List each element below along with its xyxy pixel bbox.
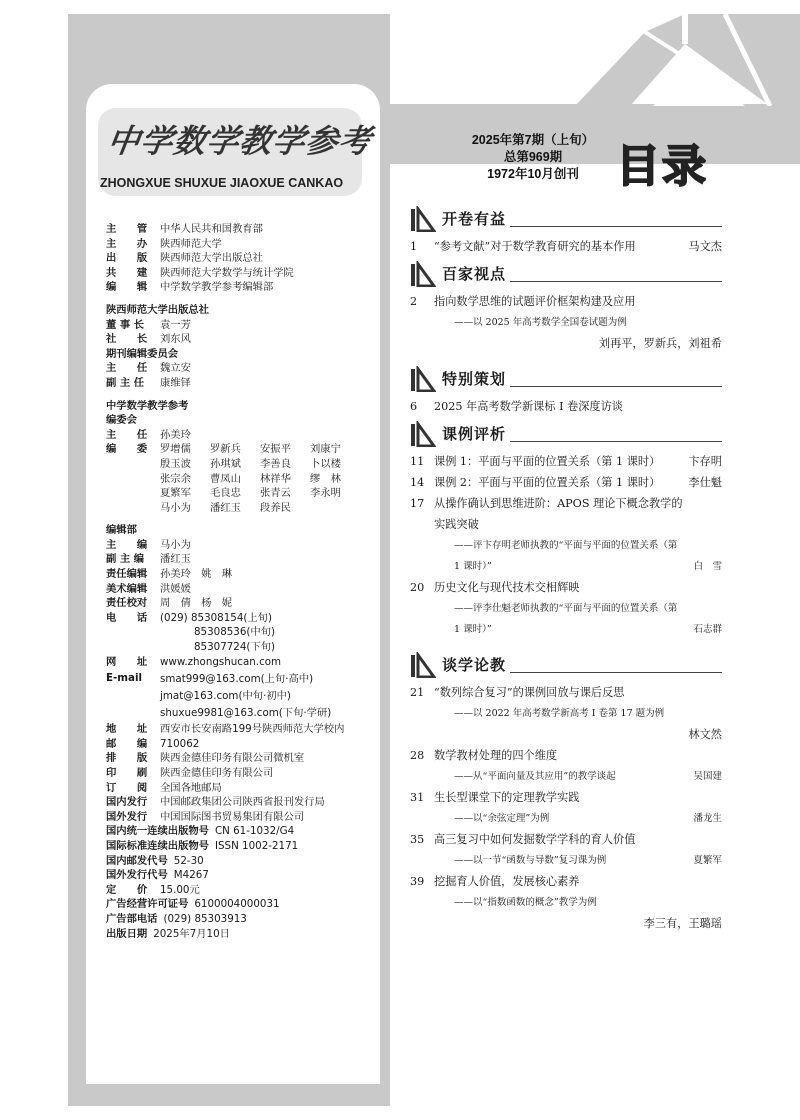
board-member: 林祥华 [260,472,291,485]
board-subheading: 编委会 [106,414,137,427]
toc-entry[interactable] [410,472,722,493]
detail-value: CN 61-1032/G4 [214,825,295,838]
detail-label: 国内邮发代号 [106,854,168,867]
web-address[interactable]: www.zhongshucan.com [160,655,282,668]
detail-value: ISSN 1002-2171 [214,839,299,852]
article-title: 历史文化与现代技术交相辉映 [434,581,580,594]
phone-number: 85307724(下旬) [194,641,276,654]
detail-value: 陕西金德佳印务有限公司微机室 [160,752,305,765]
board-member: 刘康宁 [310,443,341,456]
detail-label: 广告经营许可证号 [106,898,189,911]
page-number: 35 [410,833,425,846]
article-author: 马文杰 [688,240,722,253]
toc-entry[interactable] [410,236,722,257]
article-author: 夏繁军 [693,855,722,866]
page-number: 21 [410,686,425,699]
article-author: 吴国建 [693,771,722,782]
sponsor-label: 主 办 [106,237,148,250]
section-title: 课例评析 [442,424,507,443]
section-rule [510,226,722,227]
masthead-panel [86,84,380,1084]
email-list [160,671,331,722]
board-members-grid [160,442,360,515]
staff-label: 主 任 [106,428,148,441]
page-number: 28 [410,749,425,762]
board-member: 潘红玉 [210,501,241,514]
detail-label: 国内发行 [106,796,148,809]
detail-label: 国际标准连续出版物号 [106,839,209,852]
board-member: 马小为 [160,501,191,514]
toc-entry[interactable] [410,291,722,312]
detail-label: 国外发行代号 [106,869,168,882]
article-title: 挖掘育人价值，发展核心素养 [434,875,580,888]
phone-list [160,611,275,655]
article-subtitle: ——以 2025 年高考数学全国卷试题为例 [454,317,627,328]
web-label: 网 址 [106,655,148,668]
toc-entry[interactable] [410,682,722,703]
staff-label: 责任校对 [106,597,148,610]
article-subtitle: ——以 2022 年高考数学新高考 Ⅰ 卷第 17 题为例 [454,708,665,719]
sponsor-value: 陕西师范大学出版总社 [160,252,263,265]
board-members-label: 编 委 [106,443,148,456]
page-number: 6 [410,400,418,413]
page-number: 14 [410,476,425,489]
staff-value: 魏立安 [160,362,191,375]
article-subtitle-continued: 1 课时）” 石志群 [410,619,722,640]
issue-number: 2025年第7期（上旬） [471,133,595,147]
section-header [410,648,722,682]
board-member: 安振平 [260,443,291,456]
article-author: 卞存明 [688,455,722,468]
detail-value: 2025年7月10日 [153,927,230,940]
section-rule [510,281,722,282]
board-member: 夏繁军 [160,487,191,500]
article-subtitle: ——以“指数函数的概念”教学为例 [454,897,597,908]
staff-label: 主 任 [106,362,148,375]
board-member: 卜以楼 [310,457,341,470]
toc-entry[interactable] [410,787,722,808]
toc-entry[interactable] [410,577,722,598]
article-author: 白 雪 [693,561,722,572]
detail-value: 52-30 [173,854,204,867]
email-address[interactable]: jmat@163.com(中旬·初中) [160,690,291,703]
phone-number: 85308536(中旬) [194,626,276,639]
section-header [410,417,722,451]
staff-label: 副 主 任 [106,376,145,389]
article-title-continued: 实践突破 [434,518,479,531]
staff-value: 孙美玲 姚 琳 [160,568,233,581]
sponsor-label: 主 管 [106,223,148,235]
section-header [410,362,722,396]
phone-label: 电 话 [106,611,148,624]
email-label: E-mail [106,672,143,685]
page-number: 1 [410,240,418,253]
section-header [410,202,722,236]
staff-value: 马小为 [160,538,191,551]
article-subtitle-continued: 1 课时）” 白 雪 [410,556,722,577]
editorial-heading: 编辑部 [106,524,137,537]
page-number: 11 [410,455,425,468]
issue-info [458,132,608,183]
detail-value: 全国各地邮局 [160,781,222,794]
board-member: 李永明 [310,487,341,500]
page-number: 31 [410,791,425,804]
article-title: 从操作确认到思维进阶：APOS 理论下概念教学的 [434,497,683,510]
board-member [310,501,360,516]
article-subtitle: ——评卞存明老师执教的“平面与平面的位置关系（第 [454,540,678,551]
page-number: 17 [410,497,425,510]
staff-label: 主 编 [106,538,148,551]
article-title: 高三复习中如何发掘数学学科的育人价值 [434,833,636,846]
article-title: “参考文献”对于数学教育研究的基本作用 [434,240,636,253]
detail-value: (029) 85303913 [163,912,247,925]
email-address[interactable]: shuxue9981@163.com(下旬·学研) [160,707,332,720]
detail-label: 出版日期 [106,927,148,940]
masthead-info [106,222,376,941]
detail-label: 国外发行 [106,810,148,823]
detail-label: 印 刷 [106,767,148,779]
board-member: 张宗余 [160,472,191,485]
detail-label: 国内统一连续出版物号 [106,825,209,838]
section-title: 开卷有益 [442,209,507,228]
section-title: 百家视点 [442,264,507,283]
toc-entry[interactable] [410,745,722,766]
toc-entry[interactable] [410,871,722,892]
board-member: 罗增儒 [160,443,191,456]
detail-value: M4267 [173,869,209,882]
page-number: 2 [410,295,418,308]
article-author: 刘再平，罗新兵，刘祖希 [598,337,722,350]
table-of-contents [410,202,722,934]
detail-label: 排 版 [106,752,148,765]
building-graphic [575,14,800,106]
article-author: 林文然 [688,728,722,741]
toc-entry-continued [410,514,722,535]
staff-value: 袁一芳 [160,318,191,331]
sponsor-value: 中学数学教学参考编辑部 [160,281,274,294]
staff-label: 美术编辑 [106,582,148,595]
detail-label: 定 价 [106,883,148,896]
detail-value: 西安市长安南路199号陕西师范大学校内 [160,723,345,736]
toc-entry[interactable] [410,451,722,472]
staff-value: 康维铎 [160,376,191,389]
phone-number: (029) 85308154(上旬) [160,611,272,624]
article-title: 课例 1：平面与平面的位置关系（第 1 课时） [434,455,661,468]
section-title: 谈学论教 [442,655,507,674]
board-member: 毛良忠 [210,487,241,500]
press-group-heading: 陕西师范大学出版总社 [106,303,209,316]
staff-value: 孙美玲 [160,428,191,441]
staff-label: 责任编辑 [106,568,148,581]
staff-value: 周 倩 杨 妮 [160,597,233,610]
staff-label: 副 主 编 [106,553,145,566]
section-header [410,257,722,291]
toc-entry[interactable] [410,493,722,514]
sponsor-value: 中华人民共和国教育部 [160,223,263,235]
detail-value: 710062 [160,737,200,750]
detail-label: 邮 编 [106,737,148,750]
detail-value: 15.00元 [160,883,200,896]
staff-value: 刘东风 [160,333,191,346]
article-title: 数学教材处理的四个维度 [434,749,558,762]
board-member: 李善良 [260,457,291,470]
sponsor-label: 共 建 [106,266,148,279]
page-number: 20 [410,581,425,594]
board-member: 孙琪斌 [210,457,241,470]
article-title: 2025 年高考数学新课标 Ⅰ 卷深度访谈 [434,400,623,413]
article-subtitle: ——以“余弦定理”为例 潘龙生 [410,808,722,829]
sponsor-label: 出 版 [106,252,148,265]
section-mark-icon [410,366,436,392]
section-mark-icon [410,421,436,447]
logo-calligraphy: 中学数学教学参考 [105,122,375,160]
staff-label: 社 长 [106,333,148,346]
board-member: 罗新兵 [210,443,241,456]
toc-title: 目录 [616,141,708,192]
email-address[interactable]: smat999@163.com(上旬·高中) [160,673,314,686]
page-number: 39 [410,875,425,888]
article-subtitle: ——以一节“函数与导数”复习课为例 夏繁军 [410,850,722,871]
detail-value: 中国邮政集团公司陕西省报刊发行局 [160,796,325,809]
detail-label: 订 阅 [106,781,148,794]
section-mark-icon [410,652,436,678]
detail-value: 陕西金德佳印务有限公司 [160,767,274,779]
detail-label: 广告部电话 [106,912,158,925]
section-mark-icon [410,261,436,287]
article-author: 石志群 [693,624,722,635]
detail-label: 地 址 [106,723,148,736]
sponsor-value: 陕西师范大学数学与统计学院 [160,266,294,279]
sponsor-label: 编 辑 [106,281,148,294]
section-mark-icon [410,206,436,232]
article-title: 生长型课堂下的定理教学实践 [434,791,580,804]
issue-total: 总第969期 [503,150,563,164]
section-rule [510,672,722,673]
issue-founded: 1972年10月创刊 [487,167,579,181]
board-member: 曹凤山 [210,472,241,485]
detail-value: 中国国际图书贸易集团有限公司 [160,810,305,823]
article-subtitle: ——从“平面向量及其应用”的教学谈起 吴国建 [410,766,722,787]
board-member: 缪 林 [310,472,341,485]
logo-pinyin: ZHONGXUE SHUXUE JIAOXUE CANKAO [100,176,344,190]
article-author: 李仕魁 [688,476,722,489]
board-heading: 中学数学教学参考 [106,399,189,412]
staff-value: 洪媛媛 [160,582,191,595]
article-author: 李三有，王璐瑶 [643,917,722,930]
staff-label: 董 事 长 [106,318,145,331]
section-rule [510,386,722,387]
toc-entry[interactable] [410,396,722,417]
sponsor-value: 陕西师范大学 [160,237,222,250]
staff-value: 潘红玉 [160,553,191,566]
committee-heading: 期刊编辑委员会 [106,347,179,360]
article-title: “数列综合复习”的课例回放与课后反思 [434,686,625,699]
board-member: 张青云 [260,487,291,500]
article-title: 课例 2：平面与平面的位置关系（第 1 课时） [434,476,661,489]
section-title: 特别策划 [442,369,507,388]
detail-value: 6100004000031 [194,898,280,911]
article-title: 指向数学思维的试题评价框架构建及应用 [434,295,636,308]
board-member: 段养民 [260,501,291,514]
board-member: 殷玉波 [160,457,191,470]
article-subtitle: ——评李仕魁老师执教的“平面与平面的位置关系（第 [454,603,678,614]
toc-entry[interactable] [410,829,722,850]
section-rule [510,441,722,442]
article-author: 潘龙生 [693,813,722,824]
